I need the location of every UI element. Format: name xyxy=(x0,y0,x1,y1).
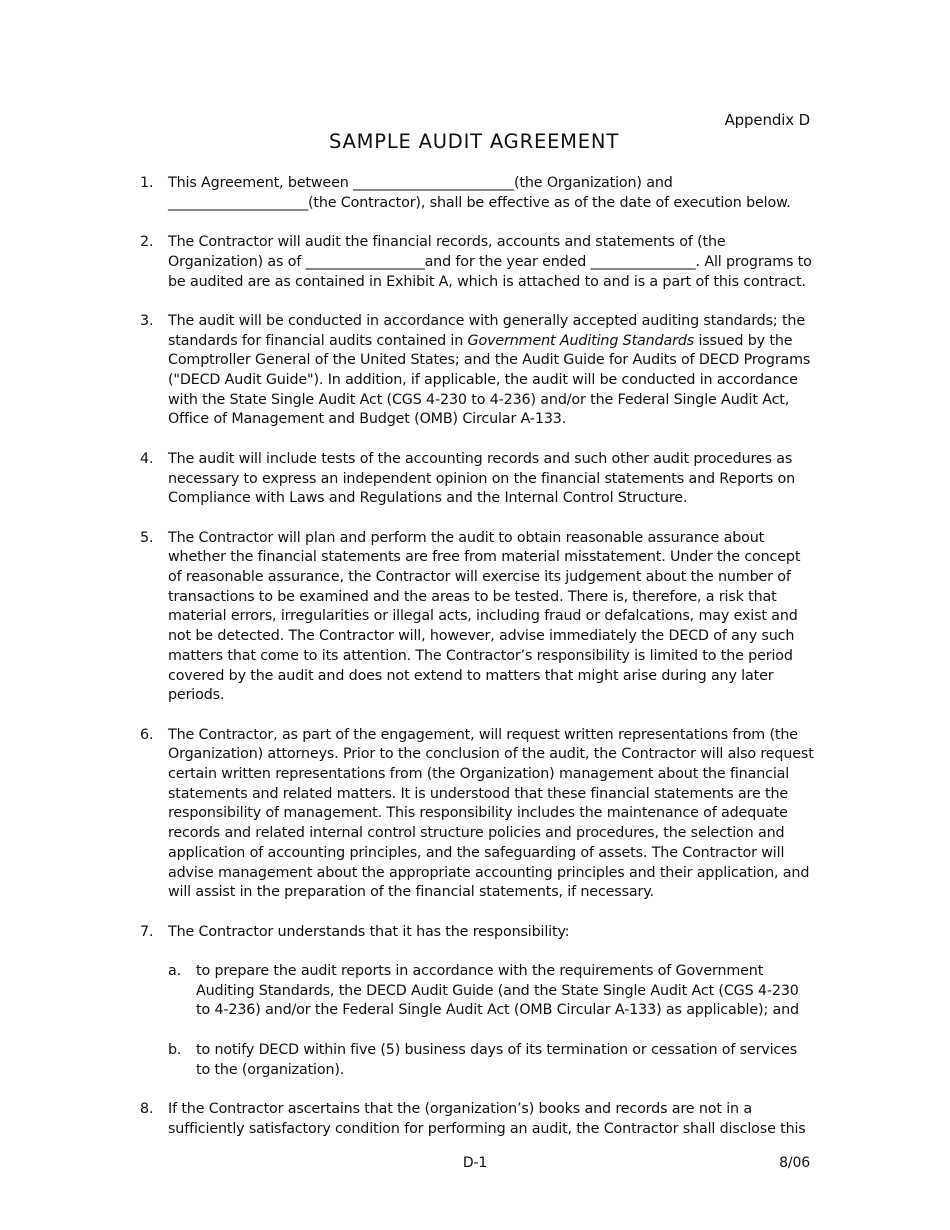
clause-2 xyxy=(140,233,815,292)
subclause-a xyxy=(168,962,815,1021)
clause-number: 4. xyxy=(140,450,154,467)
clause-4 xyxy=(140,450,815,509)
clause-8 xyxy=(140,1100,815,1139)
clause-text: The Contractor will audit the financial records, accounts and statements of (the Organization) as of _________________and for the year ended _______________. All programs to be audited are as contained in Exhibit A, which is attached to and is a part of this contract. xyxy=(168,234,812,290)
document-title: SAMPLE AUDIT AGREEMENT xyxy=(328,130,620,153)
revision-date: 8/06 xyxy=(779,1155,810,1171)
clause-number: 1. xyxy=(140,175,154,191)
clause-text: The Contractor will plan and perform the audit to obtain reasonable assurance about whether the financial statements are free from material misstatement. Under the concept of reasonable assurance, the Contractor will exercise its judgement about the number of transactions to be examined and the areas to be tested. There is, therefore, a risk that material errors, irregularities or illegal acts, including fraud or defalcations, may exist and not be detected. The Contractor will, however, advise immediately the DECD of any such matters that come to its attention. The Contractor’s responsibility is limited to the period covered by the audit and does not extend to matters that might arise during any later periods. xyxy=(168,529,801,704)
subclause-letter: b. xyxy=(168,1041,182,1058)
subclause-text: to prepare the audit reports in accordance with the requirements of Government Auditing Standards, the DECD Audit Guide (and the State Single Audit Act (CGS 4-230 to 4-236) and/or the Federal Single Audit Act (OMB Circular A-133) as applicable); and xyxy=(196,963,799,1019)
subclause-b xyxy=(168,1041,815,1080)
clause-number: 8. xyxy=(140,1100,154,1117)
clause-number: 3. xyxy=(140,312,154,329)
clause-text xyxy=(168,312,815,430)
clause-1 xyxy=(140,174,815,213)
clause-text: The audit will include tests of the accounting records and such other audit procedures as necessary to express an independent opinion on the financial statements and Reports on Compliance with Laws and Regulations and the Internal Control Structure. xyxy=(168,450,795,507)
clause-text-part: The audit will be conducted in accordance with generally accepted auditing standards; the standards for financial audits contained in xyxy=(168,312,805,349)
clause-5 xyxy=(140,529,815,706)
subclause-text: to notify DECD within five (5) business days of its termination or cessation of services to the (organization). xyxy=(196,1041,798,1078)
page-number: D-1 xyxy=(462,1155,488,1171)
clause-7 xyxy=(140,923,815,1081)
subclause-letter: a. xyxy=(168,963,182,980)
clause-6 xyxy=(140,726,815,903)
clause-number: 7. xyxy=(140,923,154,940)
clause-number: 6. xyxy=(140,726,154,743)
agreement-list xyxy=(140,174,815,1159)
clause-3 xyxy=(140,312,815,430)
clause-text: The Contractor, as part of the engagement, will request written representations from (the Organization) attorneys. Prior to the conclusion of the audit, the Contractor will also request certain written representations from (the Organization) management about the financial statements and related matters. It is understood that these financial statements are the responsibility of management. This responsibility includes the maintenance of adequate records and related internal control structure policies and procedures, the selection and application of accounting principles, and the safeguarding of assets. The Contractor will advise management about the appropriate accounting principles and their application, and will assist in the preparation of the financial statements, if necessary. xyxy=(168,726,814,901)
clause-text: The Contractor understands that it has the responsibility: xyxy=(168,923,570,940)
appendix-label: Appendix D xyxy=(724,111,810,129)
clause-text-emphasis: Government Auditing Standards xyxy=(467,332,695,349)
clause-text: If the Contractor ascertains that the (organization’s) books and records are not in a sufficiently satisfactory condition for performing an audit, the Contractor shall disclose this xyxy=(168,1100,806,1137)
clause-text: This Agreement, between _______________________(the Organization) and ____________________(the Contractor), shall be effective as of the date of execution below. xyxy=(168,175,791,211)
clause-number: 5. xyxy=(140,529,154,546)
clause-text-part: issued by the Comptroller General of the United States; and the Audit Guide for Audits of DECD Programs ("DECD Audit Guide"). In addition, if applicable, the audit will be conducted in accordance with the State Single Audit Act (CGS 4-230 to 4-236) and/or the Federal Single Audit Act, Office of Management and Budget (OMB) Circular A-133. xyxy=(168,332,811,428)
clause-number: 2. xyxy=(140,234,154,251)
